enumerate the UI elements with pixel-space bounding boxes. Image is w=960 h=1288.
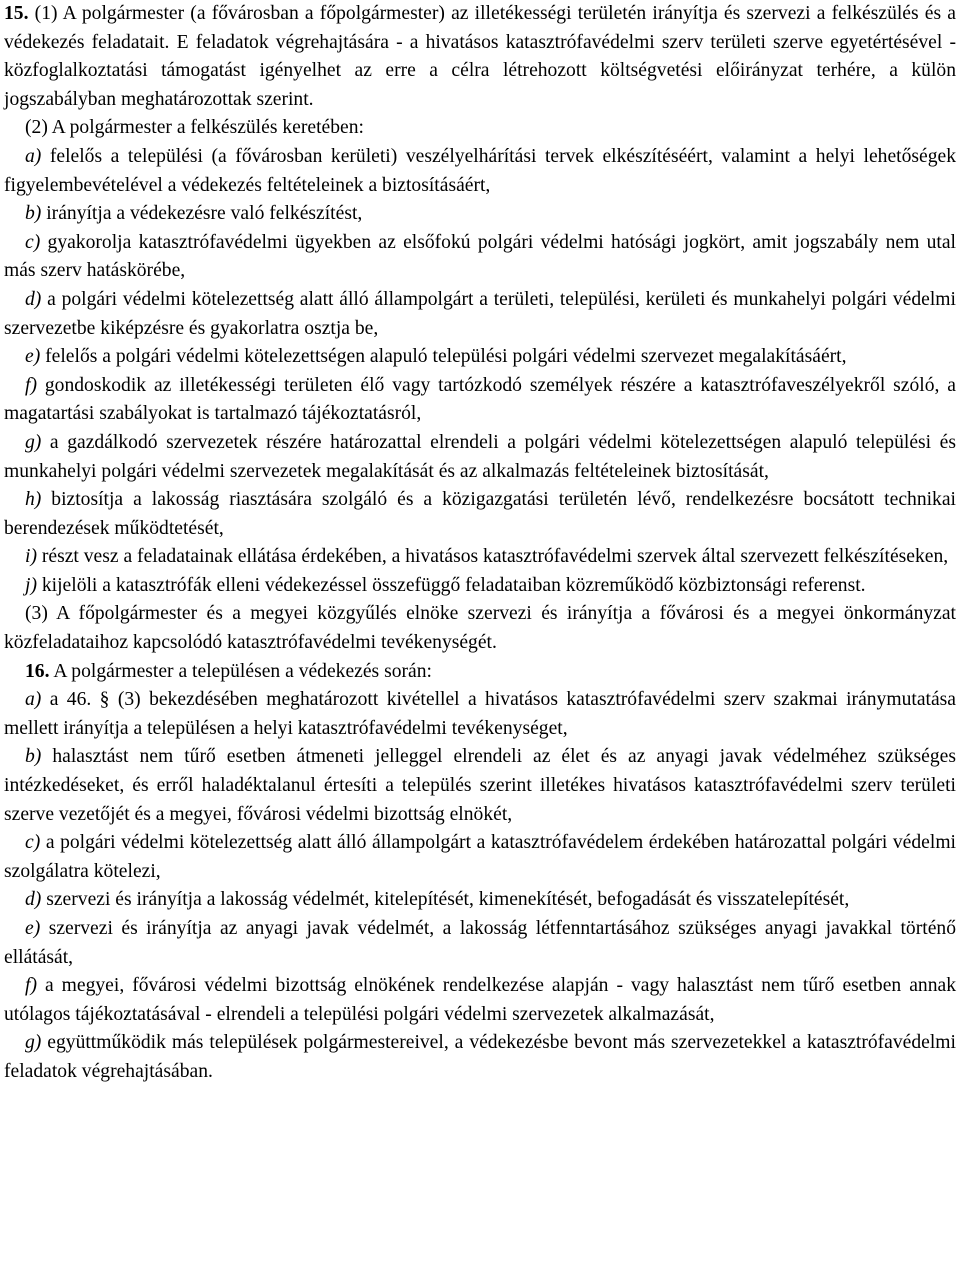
item-text: a polgári védelmi kötelezettség alatt álló állampolgárt a katasztrófavédelem érdekében határozattal polgári védelmi szolgálatra kötelezi, bbox=[4, 832, 956, 882]
item-letter: i) bbox=[25, 546, 37, 568]
section-15-item-i bbox=[4, 543, 956, 572]
section-15-item-d bbox=[4, 286, 956, 343]
section-16-item-c bbox=[4, 829, 956, 886]
section-15-item-h bbox=[4, 486, 956, 543]
item-letter: e) bbox=[25, 918, 41, 939]
section-15-item-c bbox=[4, 229, 956, 286]
section-16-intro bbox=[4, 658, 956, 687]
section-15-paragraph-1 bbox=[4, 0, 956, 114]
item-letter: b) bbox=[25, 203, 42, 225]
item-text: kijelöli a katasztrófák elleni védekezéssel összefüggő feladataiban közreműködő közbiztonsági referenst. bbox=[36, 574, 866, 596]
item-letter: b) bbox=[25, 746, 42, 768]
section-15-item-g bbox=[4, 429, 956, 486]
item-text: a polgári védelmi kötelezettség alatt álló állampolgárt a területi, települési, kerületi és munkahelyi polgári védelmi szervezetbe kiképzésre és gyakorlatra osztja be, bbox=[4, 288, 956, 339]
item-letter: g) bbox=[25, 1032, 42, 1054]
item-text: szervezi és irányítja a lakosság védelmét, kitelepítését, kimenekítését, befogadását és visszatelepítését, bbox=[41, 889, 850, 911]
section-16-item-b bbox=[4, 743, 956, 829]
section-15-item-j bbox=[4, 572, 956, 601]
item-text: a gazdálkodó szervezetek részére határozattal elrendeli a polgári védelmi kötelezettségen alapuló települési és munkahelyi polgári védelmi szervezetek megalakítását és az alkalmazás feltételeinek biztosítását, bbox=[4, 431, 956, 482]
section-15-paragraph-3: (3) A főpolgármester és a megyei közgyűlés elnöke szervezi és irányítja a fővárosi és a megyei önkormányzat közfeladataihoz kapcsolódó katasztrófavédelmi tevékenységét. bbox=[4, 603, 956, 654]
section-15-para1-text: (1) A polgármester (a fővárosban a főpolgármester) az illetékességi területén irányítja és szervezi a felkészülés és a védekezés feladatait. E feladatok végrehajtására - a hivatásos katasztrófavédelmi szerv területi szerve egyetértésével - közfoglalkoztatási támogatást igényelhet az erre a célra létrehozott költségvetési előirányzat terhére, a külön jogszabályban meghatározottak szerint. bbox=[4, 3, 956, 110]
section-15-item-a bbox=[4, 143, 956, 200]
item-text: részt vesz a feladatainak ellátása érdekében, a hivatásos katasztrófavédelmi szervek által szervezett felkészítéseken, bbox=[36, 546, 949, 568]
item-letter: e) bbox=[25, 346, 41, 368]
document-body bbox=[4, 0, 956, 1087]
item-letter: d) bbox=[25, 288, 42, 310]
item-letter: a) bbox=[25, 689, 42, 711]
item-text: gondoskodik az illetékességi területen élő vagy tartózkodó személyek részére a katasztrófaveszélyekről szóló, a magatartási szabályokat is tartalmazó tájékoztatásról, bbox=[4, 374, 956, 425]
item-letter: c) bbox=[25, 832, 41, 854]
item-letter: j) bbox=[25, 574, 37, 596]
item-letter: f) bbox=[25, 975, 37, 997]
section-15-item-b bbox=[4, 200, 956, 229]
item-text: szervezi és irányítja az anyagi javak védelmét, a lakosság létfenntartásához szükséges anyagi javakkal történő ellátását, bbox=[4, 918, 956, 968]
item-letter: d) bbox=[25, 889, 42, 911]
item-text: biztosítja a lakosság riasztására szolgáló és a közigazgatási területén lévő, rendelkezésre bocsátott technikai berendezések működtetését, bbox=[4, 489, 956, 539]
item-text: felelős a települési (a fővárosban kerületi) veszélyelhárítási tervek elkészítéséért, valamint a helyi lehetőségek figyelembevételével a védekezés feltételeinek a biztosításáért, bbox=[4, 145, 956, 196]
item-text: irányítja a védekezésre való felkészítést, bbox=[41, 203, 363, 225]
item-letter: f) bbox=[25, 374, 37, 396]
section-16-item-g bbox=[4, 1029, 956, 1086]
section-16-item-e bbox=[4, 915, 956, 972]
section-16-intro-text: A polgármester a településen a védekezés során: bbox=[49, 660, 432, 682]
section-16-item-f bbox=[4, 972, 956, 1029]
item-text: gyakorolja katasztrófavédelmi ügyekben az elsőfokú polgári védelmi hatósági jogkört, amit jogszabály nem utal más szerv hatáskörébe, bbox=[4, 231, 956, 282]
item-letter: g) bbox=[25, 431, 42, 453]
section-15-paragraph-2-intro: (2) A polgármester a felkészülés keretében: bbox=[25, 117, 364, 139]
item-text: halasztást nem tűrő esetben átmeneti jelleggel elrendeli az élet és az anyagi javak védelméhez szükséges intézkedéseket, és erről haladéktalanul értesíti a település szerint illetékes hivatásos katasztrófavédelmi szerv területi szerve vezetőjét és a megyei, fővárosi védelmi bizottság elnökét, bbox=[4, 746, 956, 825]
item-text: együttműködik más települések polgármestereivel, a védekezésbe bevont más szervezetekkel a katasztrófavédelmi feladatok végrehajtásában. bbox=[4, 1032, 956, 1082]
section-15-item-e bbox=[4, 343, 956, 372]
section-15-item-f bbox=[4, 372, 956, 429]
section-16-item-a bbox=[4, 686, 956, 743]
item-letter: h) bbox=[25, 489, 42, 511]
item-text: a 46. § (3) bekezdésében meghatározott kivétellel a hivatásos katasztrófavédelmi szerv szakmai iránymutatása mellett irányítja a településen a helyi katasztrófavédelmi tevékenységet, bbox=[4, 689, 956, 739]
section-15-number: 15. bbox=[4, 3, 29, 24]
section-16-number: 16. bbox=[25, 660, 50, 682]
item-letter: c) bbox=[25, 231, 41, 253]
item-text: a megyei, fővárosi védelmi bizottság elnökének rendelkezése alapján - vagy halasztást nem tűrő esetben annak utólagos tájékoztatásával - elrendeli a települési polgári védelmi szervezetek alkalmazását, bbox=[4, 975, 956, 1025]
item-letter: a) bbox=[25, 145, 42, 167]
section-16-item-d bbox=[4, 886, 956, 915]
item-text: felelős a polgári védelmi kötelezettségen alapuló települési polgári védelmi szervezet megalakításáért, bbox=[40, 346, 847, 368]
